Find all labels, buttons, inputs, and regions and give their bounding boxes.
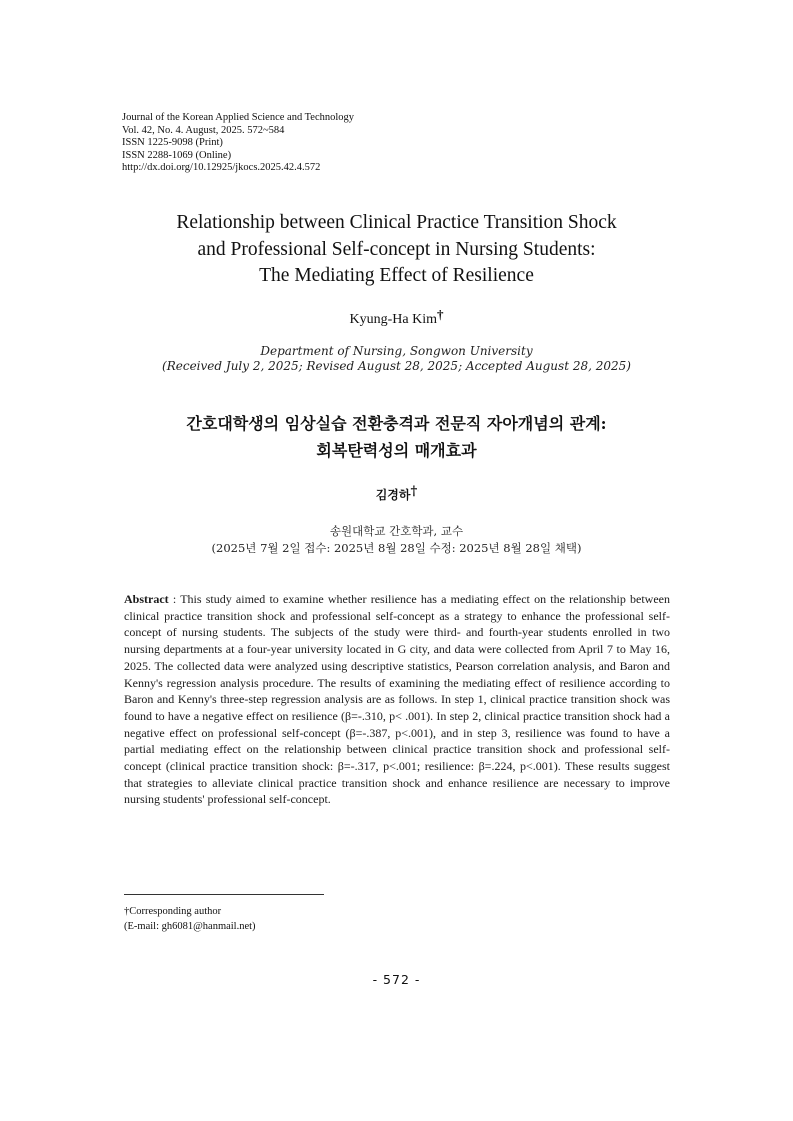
affiliation-korean — [0, 523, 793, 557]
department: Department of Nursing, Songwon University — [260, 344, 533, 358]
journal-issn-online: ISSN 2288-1069 (Online) — [122, 149, 232, 161]
author-name-ko: 김경하 — [375, 488, 411, 502]
title-line-3: The Mediating Effect of Resilience — [259, 265, 534, 286]
received-dates-ko: (2025년 7월 2일 접수: 2025년 8월 28일 수정: 2025년 8월 28일 채택) — [211, 541, 582, 555]
footnote-dagger: † — [124, 906, 130, 917]
dagger-mark-ko: † — [410, 484, 418, 499]
abstract-separator: : — [168, 592, 181, 606]
paper-title-english — [0, 210, 793, 290]
author-english — [0, 305, 793, 330]
title-line-1: Relationship between Clinical Practice Transition Shock — [176, 212, 617, 233]
corresponding-author-label: Corresponding author — [129, 906, 222, 917]
title-line-2: and Professional Self-concept in Nursing Students: — [197, 238, 596, 260]
journal-info — [122, 112, 542, 175]
author-name: Kyung-Ha Kim — [349, 312, 437, 327]
abstract — [124, 591, 670, 808]
dagger-mark: † — [437, 307, 444, 322]
title-ko-line-2: 회복탄력성의 매개효과 — [316, 441, 477, 460]
journal-volume: Vol. 42, No. 4. August, 2025. 572~584 — [122, 124, 285, 136]
title-ko-line-1: 간호대학생의 임상실습 전환충격과 전문직 자아개념의 관계: — [186, 414, 607, 433]
department-ko: 송원대학교 간호학과, 교수 — [329, 524, 464, 538]
received-dates: (Received July 2, 2025; Revised August 28, 2025; Accepted August 28, 2025) — [162, 359, 631, 373]
abstract-label: Abstract — [124, 592, 169, 606]
author-email: (E-mail: gh6081@hanmail.net) — [124, 921, 256, 932]
journal-doi-link[interactable]: http://dx.doi.org/10.12925/jkocs.2025.42.4.572 — [122, 162, 321, 174]
author-korean — [0, 483, 793, 504]
paper-title-korean — [0, 410, 793, 464]
footnote — [124, 904, 524, 934]
affiliation-english — [0, 344, 793, 374]
abstract-body: This study aimed to examine whether resilience has a mediating effect on the relationship between clinical practice transition shock and professional self-concept as a strategy to enhance the professional self-concept of nursing students. The subjects of the study were third- and fourth-year students enrolled in two nursing departments at a four-year university located in G city, and data were collected from April 7 to May 16, 2025. The collected data were analyzed using descriptive statistics, Pearson correlation analysis, and Baron and Kenny's regression analysis procedure. The results of examining the mediating effect of resilience according to Baron and Kenny's three-step regression analysis are as follows. In step 1, clinical practice transition shock was found to have a negative effect on resilience (β=-.310, p< .001). In step 2, clinical practice transition shock had a negative effect on professional self-concept (β=-.387, p<.001), and in step 3, resilience was found to have a partial mediating effect on the relationship between clinical practice transition shock and professional self-concept (clinical practice transition shock: β=-.317, p<.001; resilience: β=.224, p<.001). These results suggest that strategies to alleviate clinical practice transition shock and enhance resilience are necessary to improve nursing students' professional self-concept. — [124, 592, 670, 807]
footnote-divider — [124, 894, 324, 895]
page-number: - 572 - — [372, 972, 421, 987]
journal-name: Journal of the Korean Applied Science and Technology — [122, 112, 355, 123]
journal-issn-print: ISSN 1225-9098 (Print) — [122, 137, 223, 149]
